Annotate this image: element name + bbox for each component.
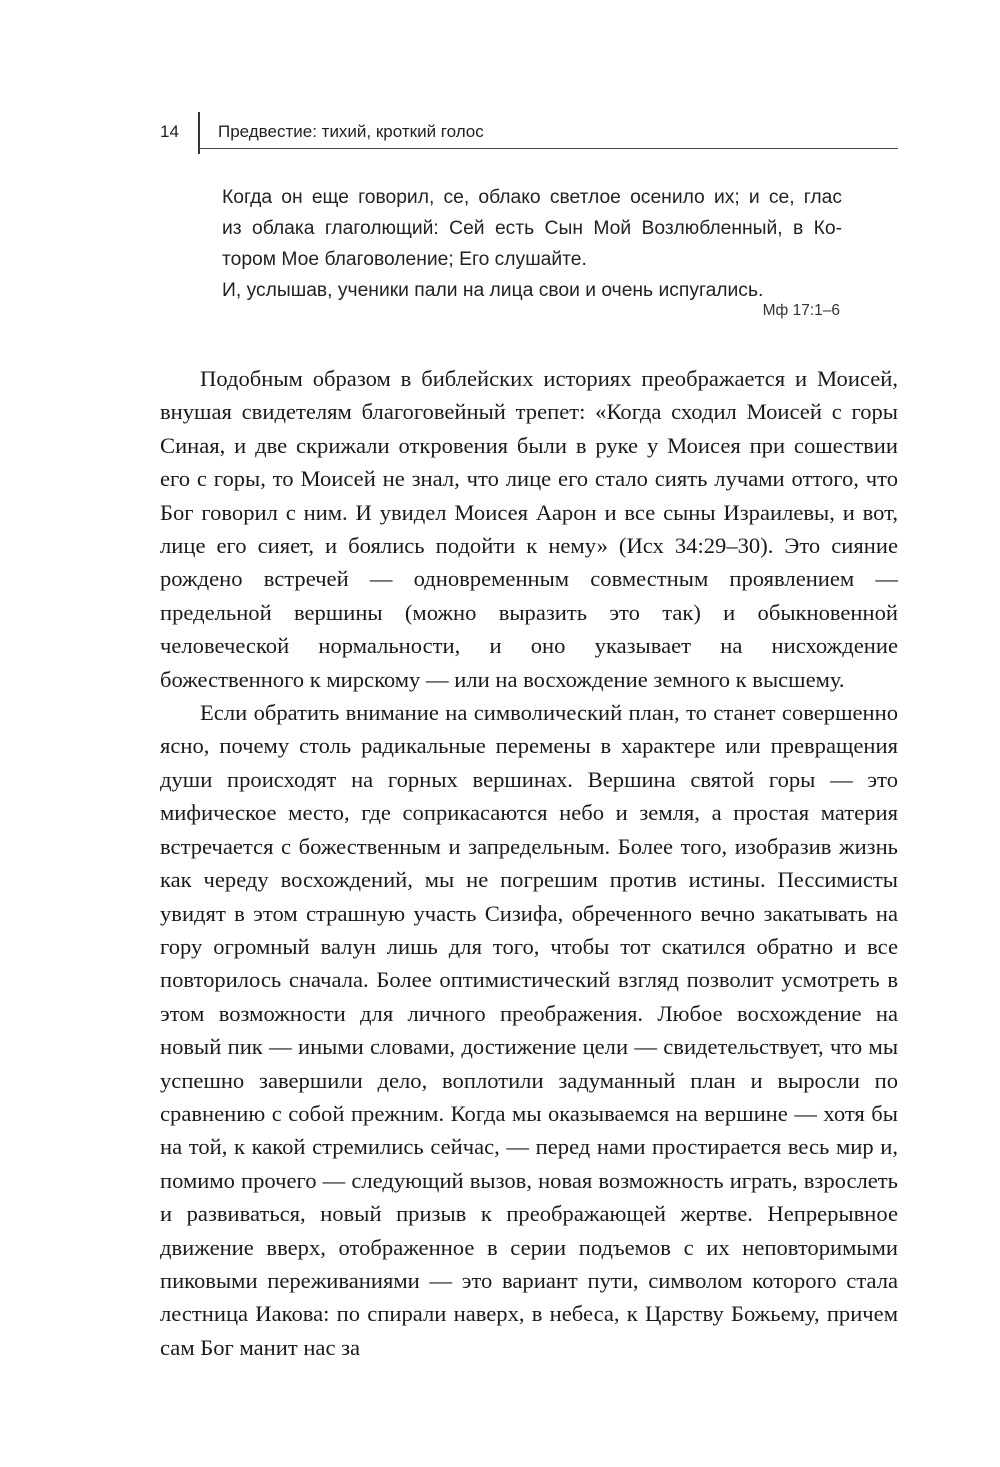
epigraph-line: из облака глаголющий: Сей есть Сын Мой Возлюбленный, в Ко-	[222, 218, 842, 239]
running-header	[160, 112, 898, 154]
epigraph	[222, 182, 842, 306]
epigraph-line: тором Мое благоволение; Его слушайте.	[222, 249, 587, 270]
body-text	[160, 362, 898, 1364]
header-rule	[198, 148, 898, 149]
epigraph-line: И, услышав, ученики пали на лица свои и очень испугались.	[222, 280, 764, 301]
page-number: 14	[160, 122, 179, 141]
paragraph: Если обратить внимание на символический план, то станет совершенно ясно, почему столь радикальные перемены в характере или превращения души происходят на горных вершинах. Вершина святой горы — это мифическое место, где соприкасаются небо и земля, а простая материя встречается с божественным и запредельным. Более того, изобразив жизнь как череду восхождений, мы не погрешим против истины. Пессимисты увидят в этом страшную участь Сизифа, обреченного вечно закатывать на гору огромный валун лишь для того, чтобы тот скатился обратно и все повторилось сначала. Более оптимистический взгляд позволит усмотреть в этом возможности для личного преображения. Любое восхождение на новый пик — иными словами, достижение цели — свидетельствует, что мы успешно завершили дело, воплотили задуманный план и выросли по сравнению с собой прежним. Когда мы оказываемся на вершине — хотя бы на той, к какой стремились сейчас, — перед нами простирается весь мир и, помимо прочего — следующий вызов, новая возможность играть, взрослеть и развиваться, новый призыв к преображающей жертве. Непрерывное движение вверх, отображенное в серии подъемов с их неповторимыми пиковыми переживаниями — это вариант пути, символом которого стала лестница Иакова: по спирали наверх, в небеса, к Царству Божьему, причем сам Бог манит нас за	[160, 700, 898, 1360]
running-title: Предвестие: тихий, кроткий голос	[218, 122, 484, 141]
paragraph: Подобным образом в библейских историях преображается и Моисей, внушая свидетелям благоговейный трепет: «Когда сходил Моисей с горы Синая, и две скрижали откровения были в руке у Моисея при сошествии его с горы, то Моисей не знал, что лице его стало сиять лучами оттого, что Бог говорил с ним. И увидел Моисея Аарон и все сыны Израилевы, и вот, лице его сияет, и боялись подойти к нему» (Исх 34:29–30). Это сияние рождено встречей — одновременным совместным проявлением — предельной вершины (можно выразить это так) и обыкновенной человеческой нормальности, и оно указывает на нисхождение божественного к мирскому — или на восхождение земного к высшему.	[160, 366, 898, 692]
epigraph-line: Когда он еще говорил, се, облако светлое осенило их; и се, глас	[222, 187, 842, 208]
epigraph-source: Мф 17:1–6	[762, 302, 840, 319]
